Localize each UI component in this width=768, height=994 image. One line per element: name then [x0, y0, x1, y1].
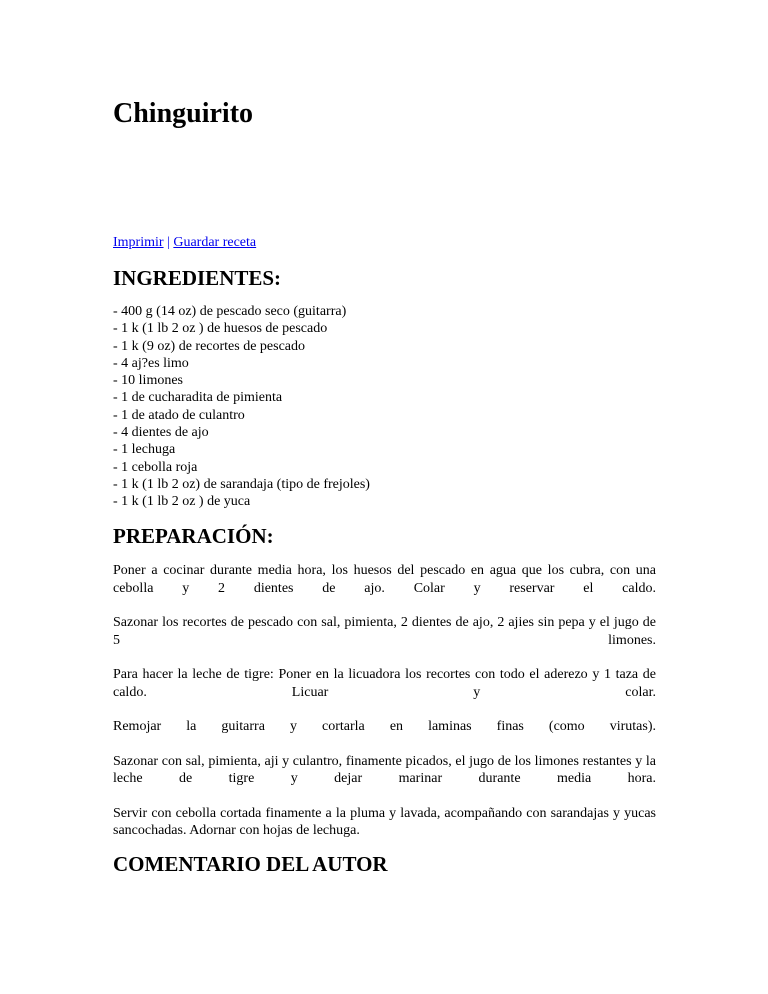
ingredient-item: - 1 de cucharadita de pimienta: [113, 390, 283, 406]
preparation-step: Sazonar con sal, pimienta, aji y culantro, finamente picados, el jugo de los limones restantes y la leche de tigre y dejar marinar durante media hora.: [113, 753, 656, 786]
ingredient-item: - 1 k (1 lb 2 oz) de sarandaja (tipo de frejoles): [113, 476, 370, 492]
preparation-step: Remojar la guitarra y cortarla en laminas finas (como virutas).: [113, 719, 656, 734]
preparation-step: Poner a cocinar durante media hora, los huesos del pescado en agua que los cubra, con una cebolla y 2 dientes de ajo. Colar y reservar el caldo.: [113, 563, 656, 596]
ingredient-item: - 4 dientes de ajo: [113, 425, 209, 441]
preparation-step: Para hacer la leche de tigre: Poner en la licuadora los recortes con todo el aderezo y 1 taza de caldo. Licuar y colar.: [113, 667, 656, 700]
recipe-title: Chinguirito: [113, 98, 254, 129]
ingredients-heading: INGREDIENTES:: [113, 266, 282, 290]
author-comment-heading: COMENTARIO DEL AUTOR: [113, 852, 388, 876]
ingredient-item: - 1 k (1 lb 2 oz ) de yuca: [113, 494, 251, 510]
ingredient-item: - 1 lechuga: [113, 442, 176, 458]
preparation-heading: PREPARACIÓN:: [113, 524, 274, 548]
ingredient-item: - 10 limones: [113, 373, 183, 389]
link-separator: |: [167, 235, 170, 250]
ingredient-item: - 4 aj?es limo: [113, 355, 189, 371]
print-link[interactable]: Imprimir: [113, 235, 164, 250]
preparation-step: Sazonar los recortes de pescado con sal, pimienta, 2 dientes de ajo, 2 ajies sin pepa y el jugo de 5 limones.: [113, 615, 656, 648]
ingredient-item: - 1 cebolla roja: [113, 459, 198, 475]
ingredient-item: - 400 g (14 oz) de pescado seco (guitarra): [113, 304, 347, 319]
recipe-actions: [113, 235, 256, 251]
save-recipe-link[interactable]: Guardar receta: [173, 235, 257, 250]
preparation-steps: [113, 562, 656, 857]
ingredient-item: - 1 k (1 lb 2 oz ) de huesos de pescado: [113, 321, 328, 337]
ingredient-item: - 1 k (9 oz) de recortes de pescado: [113, 338, 306, 354]
preparation-step: Servir con cebolla cortada finamente a la pluma y lavada, acompañando con sarandajas y yucas sancochadas. Adornar con hojas de lechuga.: [113, 805, 656, 838]
ingredients-list: [113, 303, 370, 511]
ingredient-item: - 1 de atado de culantro: [113, 407, 245, 423]
